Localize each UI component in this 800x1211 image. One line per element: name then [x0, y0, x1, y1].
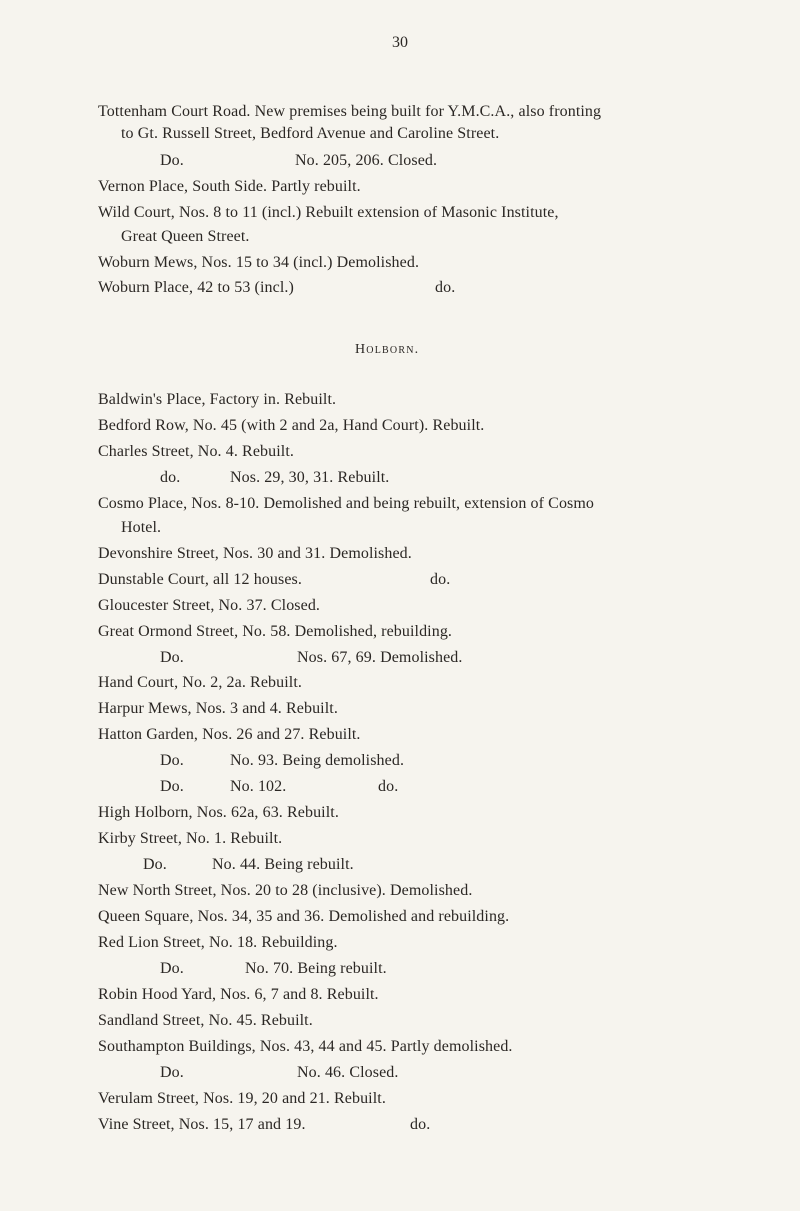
entry-text: Tottenham Court Road. New premises being built for Y.M.C.A., also fronting — [98, 103, 602, 120]
entry-text: to Gt. Russell Street, Bedford Avenue and Caroline Street. — [121, 125, 500, 142]
entry-text: Gloucester Street, No. 37. Closed. — [98, 597, 321, 614]
entry-text: Do. — [160, 752, 184, 769]
entry-text: Do. — [160, 649, 184, 666]
entry-text: Woburn Mews, Nos. 15 to 34 (incl.) Demolished. — [98, 254, 420, 271]
entry-text: do. — [430, 571, 451, 588]
entry-text: Dunstable Court, all 12 houses. — [98, 571, 302, 588]
entry-text: Do. — [160, 960, 184, 977]
entry-text: Do. — [143, 856, 167, 873]
entry-text: High Holborn, Nos. 62a, 63. Rebuilt. — [98, 804, 339, 821]
page-number: 30 — [392, 34, 408, 51]
entry-text: No. 46. Closed. — [297, 1064, 399, 1081]
entry-text: Verulam Street, Nos. 19, 20 and 21. Rebuilt. — [98, 1090, 386, 1107]
entry-text: No. 70. Being rebuilt. — [245, 960, 387, 977]
entry-text: Bedford Row, No. 45 (with 2 and 2a, Hand Court). Rebuilt. — [98, 417, 485, 434]
entry-text: Nos. 67, 69. Demolished. — [297, 649, 463, 666]
entry-text: Southampton Buildings, Nos. 43, 44 and 45. Partly demolished. — [98, 1038, 513, 1055]
entry-text: Great Ormond Street, No. 58. Demolished, rebuilding. — [98, 623, 453, 640]
entry-text: Charles Street, No. 4. Rebuilt. — [98, 443, 294, 460]
section-heading: Holborn. — [355, 342, 420, 357]
entry-text: Wild Court, Nos. 8 to 11 (incl.) Rebuilt extension of Masonic Institute, — [98, 204, 559, 221]
entry-text: New North Street, Nos. 20 to 28 (inclusive). Demolished. — [98, 882, 473, 899]
entry-text: No. 205, 206. Closed. — [295, 152, 438, 169]
entry-text: Baldwin's Place, Factory in. Rebuilt. — [98, 391, 337, 408]
entry-text: Vine Street, Nos. 15, 17 and 19. — [98, 1116, 306, 1133]
entry-text: Hotel. — [121, 519, 162, 536]
entry-text: Kirby Street, No. 1. Rebuilt. — [98, 830, 283, 847]
entry-text: Sandland Street, No. 45. Rebuilt. — [98, 1012, 313, 1029]
entry-text: Robin Hood Yard, Nos. 6, 7 and 8. Rebuilt. — [98, 986, 379, 1003]
entry-text: do. — [410, 1116, 431, 1133]
entry-text: do. — [378, 778, 399, 795]
entry-text: Hand Court, No. 2, 2a. Rebuilt. — [98, 674, 302, 691]
entry-text: Harpur Mews, Nos. 3 and 4. Rebuilt. — [98, 700, 338, 717]
entry-text: Great Queen Street. — [121, 228, 250, 245]
entry-text: Devonshire Street, Nos. 30 and 31. Demolished. — [98, 545, 412, 562]
entry-text: Do. — [160, 778, 184, 795]
entry-text: No. 102. — [230, 778, 287, 795]
entry-text: Nos. 29, 30, 31. Rebuilt. — [230, 469, 390, 486]
entry-text: No. 93. Being demolished. — [230, 752, 405, 769]
entry-text: Red Lion Street, No. 18. Rebuilding. — [98, 934, 338, 951]
entry-text: Hatton Garden, Nos. 26 and 27. Rebuilt. — [98, 726, 361, 743]
entry-text: Woburn Place, 42 to 53 (incl.) — [98, 279, 294, 296]
entry-text: do. — [160, 469, 181, 486]
entry-text: No. 44. Being rebuilt. — [212, 856, 354, 873]
entry-text: Cosmo Place, Nos. 8-10. Demolished and being rebuilt, extension of Cosmo — [98, 495, 595, 512]
entry-text: Queen Square, Nos. 34, 35 and 36. Demolished and rebuilding. — [98, 908, 510, 925]
entry-text: do. — [435, 279, 456, 296]
entry-text: Vernon Place, South Side. Partly rebuilt. — [98, 178, 361, 195]
entry-text: Do. — [160, 1064, 184, 1081]
entry-text: Do. — [160, 152, 184, 169]
